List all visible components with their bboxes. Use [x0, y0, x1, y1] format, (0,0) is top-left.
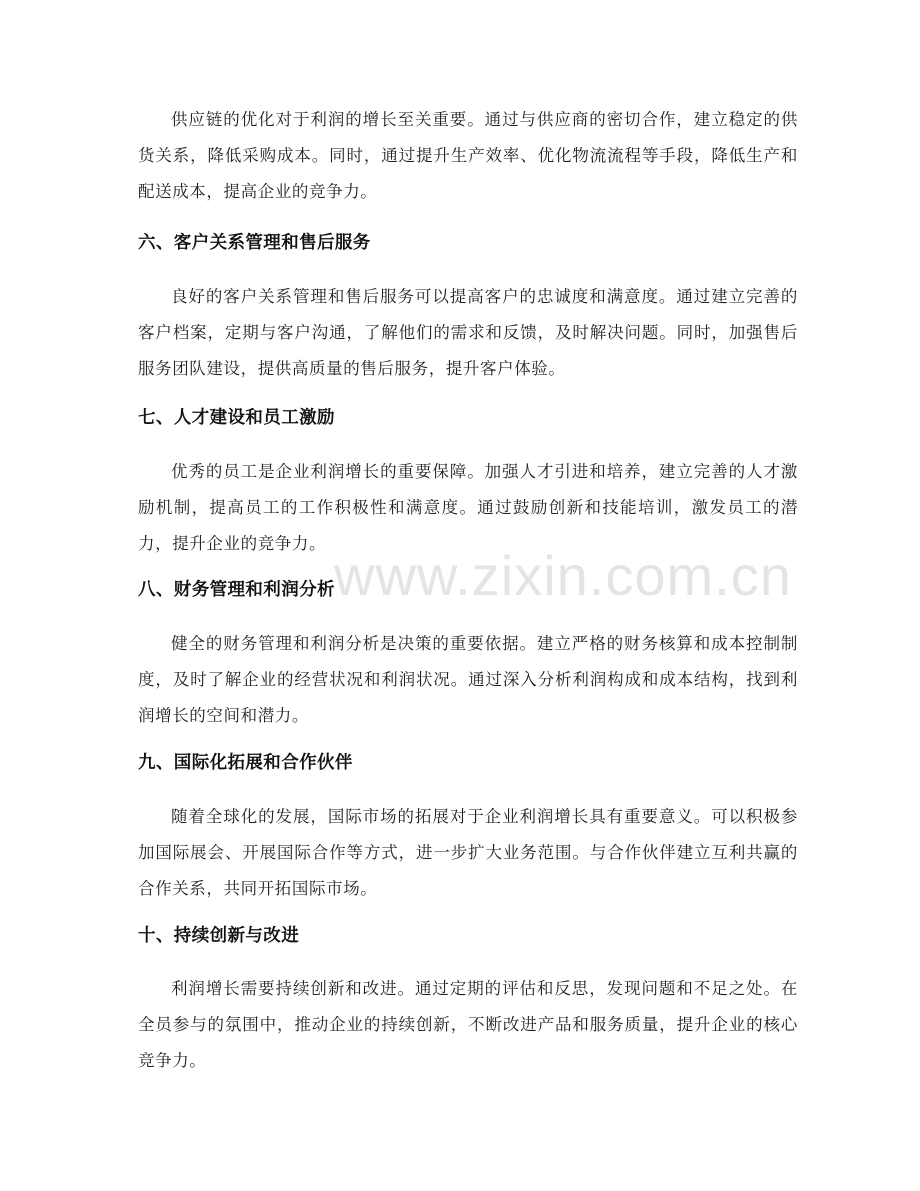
heading-section-6: 六、客户关系管理和售后服务	[138, 233, 371, 253]
paragraph-section-7: 优秀的员工是企业利润增长的重要保障。加强人才引进和培养，建立完善的人才激励机制，提高员工的工作积极性和满意度。通过鼓励创新和技能培训，激发员工的潜力，提升企业的竞争力。	[138, 462, 798, 553]
paragraph-section-8: 健全的财务管理和利润分析是决策的重要依据。建立严格的财务核算和成本控制制度，及时了解企业的经营状况和利润状况。通过深入分析利润构成和成本结构，找到利润增长的空间和潜力。	[138, 634, 798, 725]
paragraph-section-9: 随着全球化的发展，国际市场的拓展对于企业利润增长具有重要意义。可以积极参加国际展会、开展国际合作等方式，进一步扩大业务范围。与合作伙伴建立互利共赢的合作关系，共同开拓国际市场。	[138, 807, 798, 898]
watermark: www.zixin.com.cn	[334, 544, 792, 607]
heading-section-9: 九、国际化拓展和合作伙伴	[138, 753, 353, 773]
paragraph-section-10: 利润增长需要持续创新和改进。通过定期的评估和反思，发现问题和不足之处。在全员参与的氛围中，推动企业的持续创新，不断改进产品和服务质量，提升企业的核心竞争力。	[138, 979, 798, 1070]
paragraph-section-6: 良好的客户关系管理和售后服务可以提高客户的忠诚度和满意度。通过建立完善的客户档案，定期与客户沟通，了解他们的需求和反馈，及时解决问题。同时，加强售后服务团队建设，提供高质量的售后服务，提升客户体验。	[138, 287, 798, 378]
heading-section-10: 十、持续创新与改进	[138, 926, 300, 946]
heading-section-7: 七、人才建设和员工激励	[138, 408, 335, 428]
paragraph-supply-chain: 供应链的优化对于利润的增长至关重要。通过与供应商的密切合作，建立稳定的供货关系，降低采购成本。同时，通过提升生产效率、优化物流流程等手段，降低生产和配送成本，提高企业的竞争力。	[138, 110, 798, 201]
heading-section-8: 八、财务管理和利润分析	[138, 580, 335, 600]
